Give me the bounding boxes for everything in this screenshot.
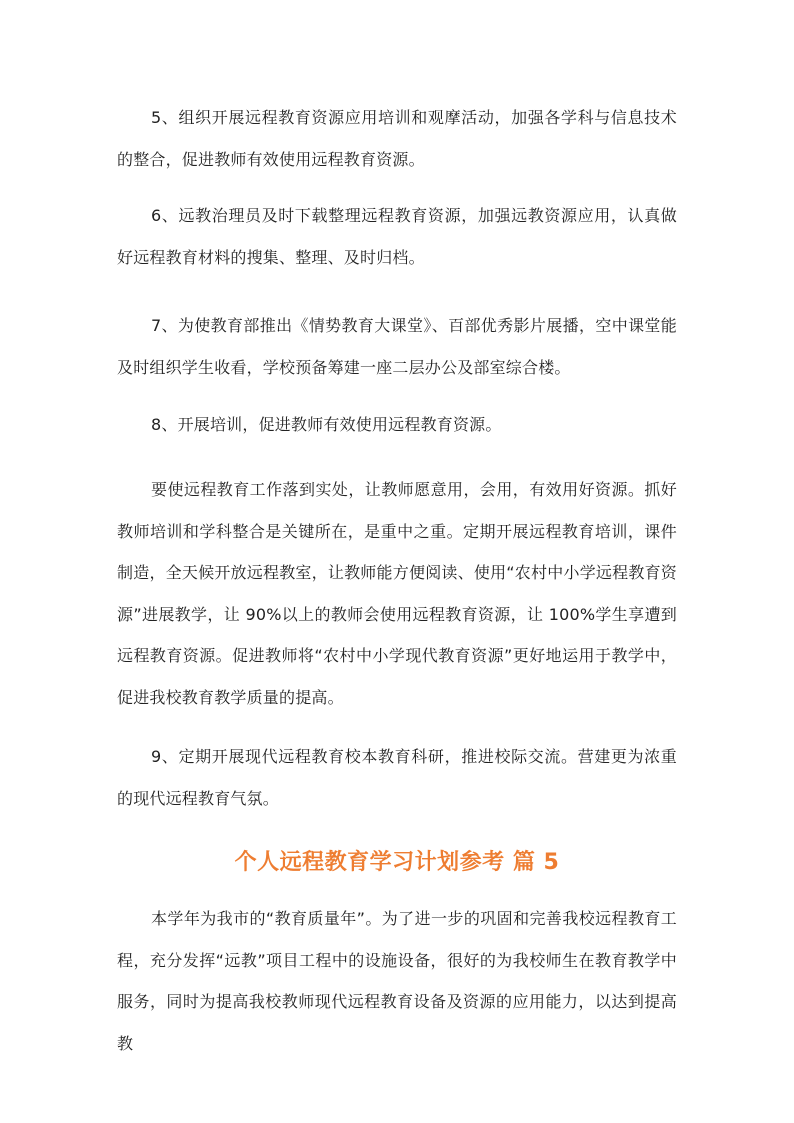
paragraph-item-5: 5、组织开展远程教育资源应用培训和观摩活动，加强各学科与信息技术的整合，促进教师有效使用远程教育资源。	[117, 108, 677, 169]
paragraph-item-9: 9、定期开展现代远程教育校本教育科研，推进校际交流。营建更为浓重的现代远程教育气氛。	[117, 747, 677, 808]
paragraph-item-8: 8、开展培训，促进教师有效使用远程教育资源。	[151, 415, 502, 434]
paragraph-item-6: 6、远教治理员及时下载整理远程教育资源，加强远教资源应用，认真做好远程教育材料的搜集、整理、及时归档。	[117, 206, 677, 267]
section-paragraph: 本学年为我市的“教育质量年”。为了进一步的巩固和完善我校远程教育工程，充分发挥“远教”项目工程中的设施设备，很好的为我校师生在教育教学中服务，同时为提高我校教师现代远程教育设备及资源的应用能力，以达到提高教	[117, 909, 677, 1053]
section-heading: 个人远程教育学习计划参考 篇 5	[234, 850, 560, 875]
paragraph-training: 要使远程教育工作落到实处，让教师愿意用，会用，有效用好资源。抓好教师培训和学科整合是关键所在，是重中之重。定期开展远程教育培训，课件制造，全天候开放远程教室，让教师能方便阅读、使用“农村中小学远程教育资源”进展教学，让 90%以上的教师会使用远程教育资源，让 100%学生享遭到远程教育资源。促进教师将“农村中小学现代教育资源”更好地运用于教学中，促进我校教育教学质量的提高。	[117, 480, 677, 707]
paragraph-item-7: 7、为使教育部推出《情势教育大课堂》、百部优秀影片展播，空中课堂能及时组织学生收看，学校预备筹建一座二层办公及部室综合楼。	[117, 316, 677, 377]
